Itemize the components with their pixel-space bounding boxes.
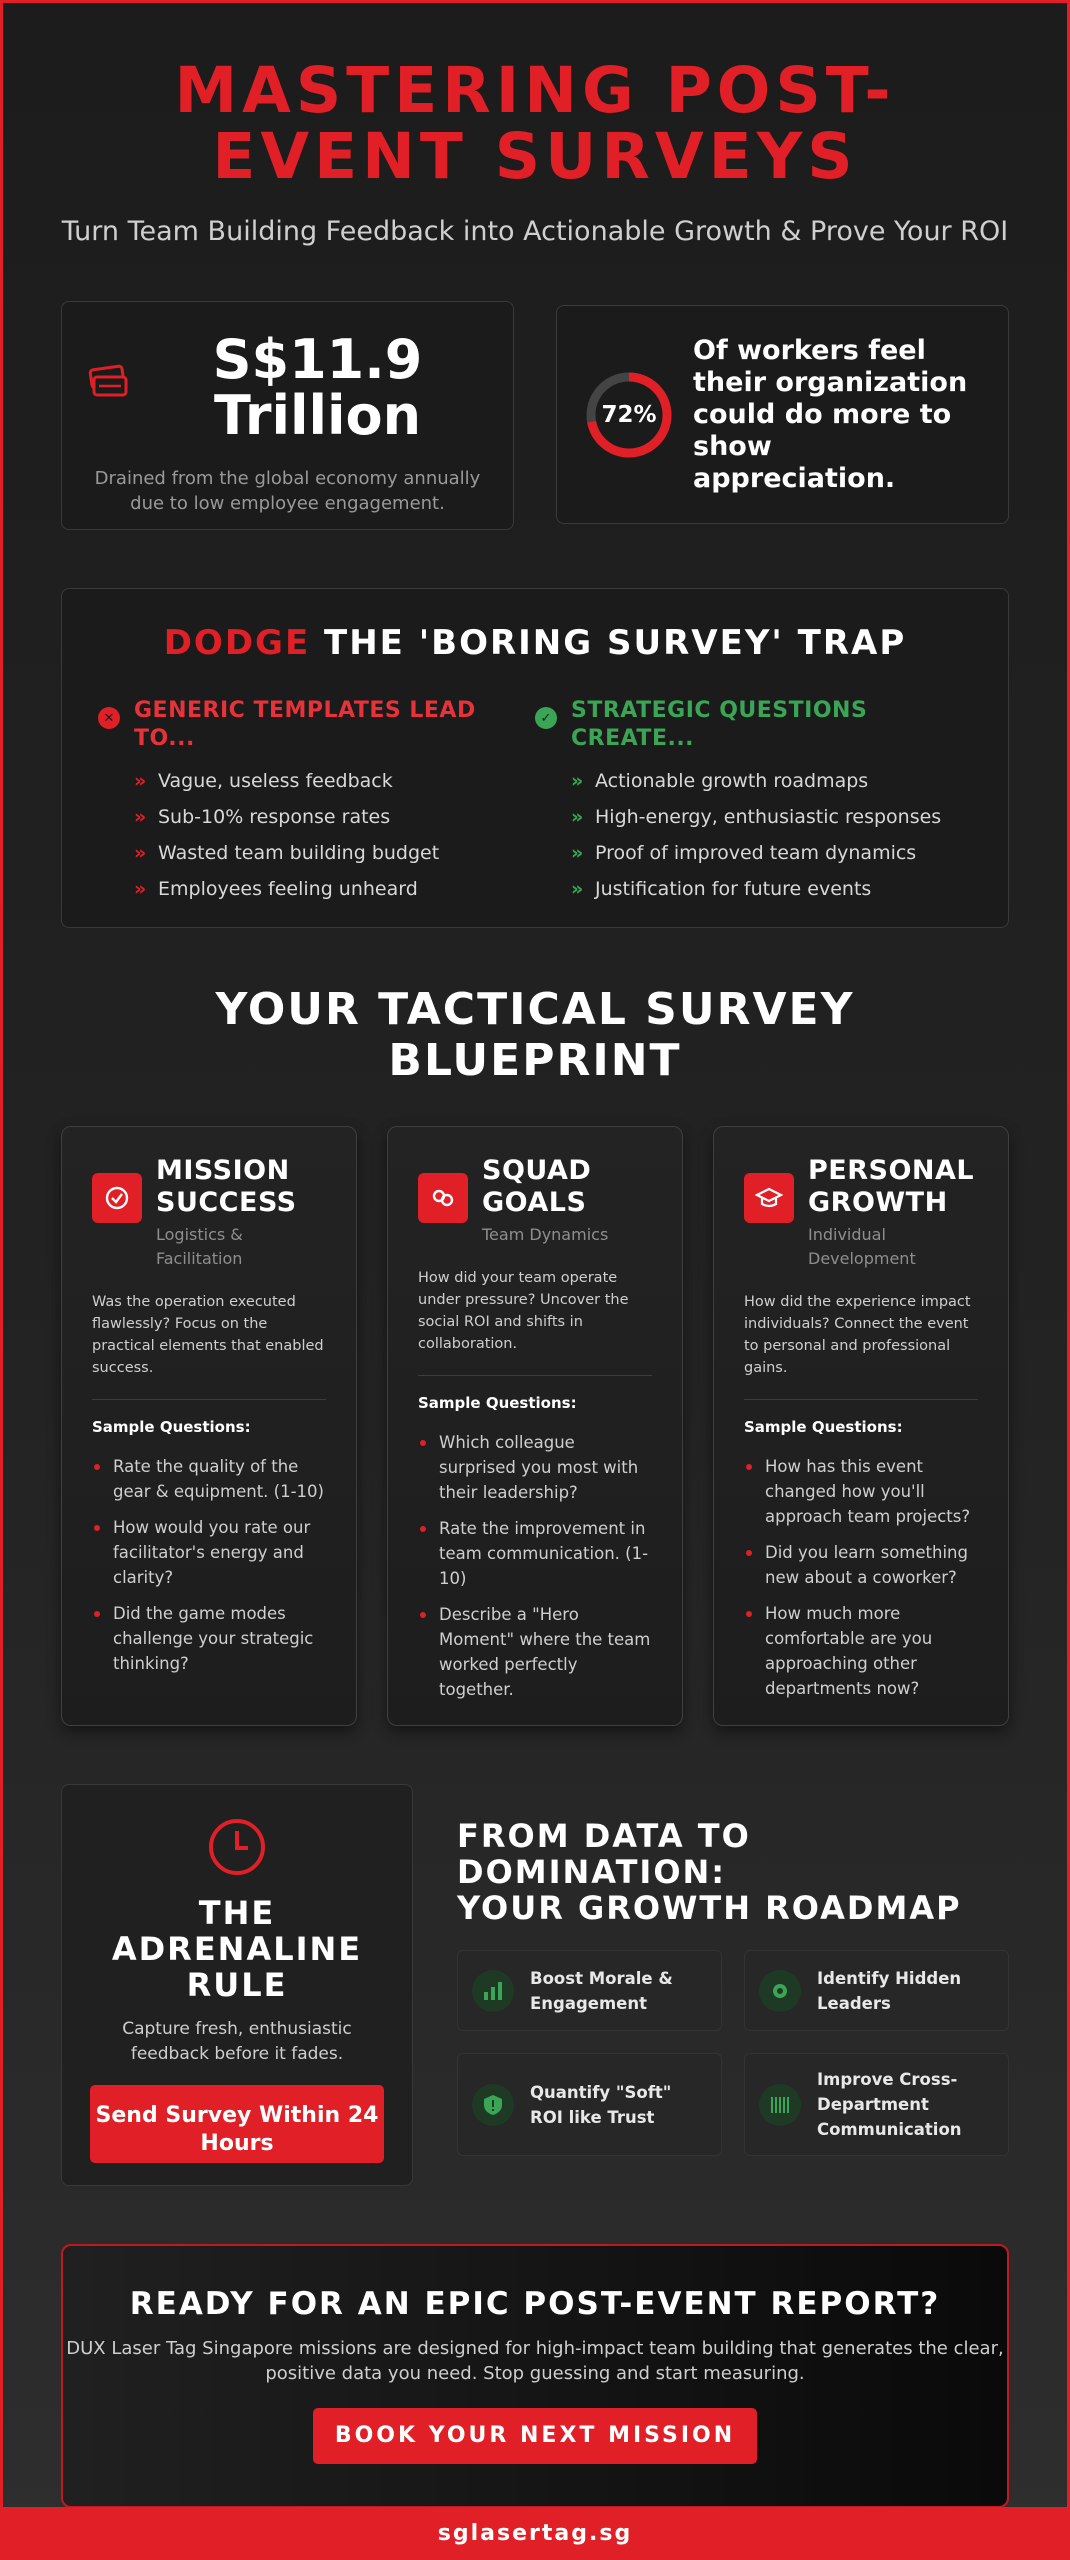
- list-item: [134, 877, 535, 901]
- stat-value-economy: S$11.9 Trillion: [212, 328, 423, 447]
- clock-icon: [207, 1862, 267, 1881]
- percentage-label: 72%: [601, 401, 657, 428]
- money-icon: [88, 364, 130, 404]
- blueprint-card-personal-growth: [713, 1126, 1009, 1726]
- chevron-icon: »: [134, 770, 147, 792]
- sample-questions-list: [92, 1454, 326, 1676]
- roadmap-item-label: Quantify "Soft" ROI like Trust: [530, 2082, 672, 2127]
- list-item-text: High-energy, enthusiastic responses: [595, 806, 942, 828]
- chevron-icon: »: [571, 878, 584, 900]
- target-check-icon: [92, 1173, 142, 1223]
- send-survey-button[interactable]: Send Survey Within 24 Hours: [90, 2085, 384, 2163]
- column-heading-strategic: [535, 697, 972, 753]
- card-header: [92, 1155, 326, 1271]
- card-subtitle: Individual Development: [808, 1225, 916, 1268]
- stat-card-appreciation: [556, 305, 1009, 524]
- stat-card-economy: [61, 301, 514, 530]
- sample-questions-label: Sample Questions:: [744, 1418, 903, 1436]
- list-item-text: Proof of improved team dynamics: [595, 842, 917, 864]
- card-title: PERSONAL GROWTH: [808, 1155, 975, 1218]
- question-item: How much more comfortable are you approaching other departments now?: [744, 1601, 978, 1701]
- comparison-columns: [98, 697, 972, 913]
- card-heading-group: [808, 1155, 978, 1271]
- card-description: How did the experience impact individuals? Connect the event to personal and professional gains.: [744, 1291, 978, 1400]
- roadmap-item-label: Improve Cross-Department Communication: [817, 2070, 962, 2139]
- users-icon: [418, 1173, 468, 1223]
- title-rest: THE 'BORING SURVEY' TRAP: [324, 623, 907, 663]
- boring-survey-trap-section: [61, 588, 1009, 928]
- roadmap-item: [457, 2053, 722, 2156]
- page-title: MASTERING POST-EVENT SURVEYS: [174, 54, 896, 193]
- blueprint-cards: [61, 1126, 1009, 1726]
- list-item: [134, 769, 535, 793]
- roadmap-title-line1: FROM DATA TO DOMINATION:: [457, 1817, 751, 1891]
- barcode-icon: [759, 2084, 801, 2126]
- shield-icon: [472, 2084, 514, 2126]
- question-item: How would you rate our facilitator's energy and clarity?: [92, 1515, 326, 1590]
- page-subtitle: Turn Team Building Feedback into Actionable Growth & Prove Your ROI: [61, 216, 1009, 247]
- list-item-text: Wasted team building budget: [158, 842, 440, 864]
- card-description: Was the operation executed flawlessly? Focus on the practical elements that enabled success.: [92, 1291, 326, 1400]
- chevron-icon: »: [571, 770, 584, 792]
- call-to-action: [61, 2244, 1009, 2508]
- list-item-text: Justification for future events: [595, 878, 872, 900]
- list-item: [571, 769, 972, 793]
- sample-questions-label: Sample Questions:: [92, 1418, 251, 1436]
- title-accent: DODGE: [163, 623, 311, 663]
- list-item-text: Actionable growth roadmaps: [595, 770, 869, 792]
- cta-description: DUX Laser Tag Singapore missions are designed for high-impact team building that generates the clear, positive data you need. Stop guessing and start measuring.: [66, 2338, 1004, 2384]
- x-circle-icon: ✕: [98, 707, 120, 729]
- sample-questions-list: [744, 1454, 978, 1701]
- strategic-list: [535, 769, 972, 901]
- gem-icon: [759, 1970, 801, 2012]
- header: [61, 0, 1009, 247]
- blueprint-card-squad-goals: [387, 1126, 683, 1726]
- roadmap-item: [744, 1950, 1009, 2031]
- list-item: [571, 841, 972, 865]
- question-item: Did the game modes challenge your strategic thinking?: [92, 1601, 326, 1676]
- section-title-dodge: [98, 623, 972, 663]
- strategic-heading: STRATEGIC QUESTIONS CREATE...: [571, 698, 868, 751]
- chevron-icon: »: [571, 806, 584, 828]
- footer: [0, 2507, 1070, 2560]
- list-item: [571, 877, 972, 901]
- card-title: SQUAD GOALS: [482, 1155, 592, 1218]
- list-item-text: Employees feeling unheard: [158, 878, 418, 900]
- chevron-icon: »: [134, 842, 147, 864]
- sample-questions-label: Sample Questions:: [418, 1394, 577, 1412]
- roadmap-item-label: Identify Hidden Leaders: [817, 1968, 962, 2013]
- card-heading-group: [156, 1155, 326, 1271]
- card-subtitle: Logistics & Facilitation: [156, 1225, 243, 1268]
- question-item: Describe a "Hero Moment" where the team worked perfectly together.: [418, 1602, 652, 1702]
- stats-row: [61, 301, 1009, 530]
- section-title-blueprint: YOUR TACTICAL SURVEY BLUEPRINT: [215, 984, 855, 1086]
- roadmap-title: [457, 1818, 1009, 1926]
- question-item: Rate the improvement in team communication. (1-10): [418, 1516, 652, 1591]
- graduation-cap-icon: [744, 1173, 794, 1223]
- generic-heading: GENERIC TEMPLATES LEAD TO...: [134, 698, 476, 751]
- roadmap-grid: [457, 1950, 1009, 2156]
- roadmap-item: [457, 1950, 722, 2031]
- generic-templates-column: [98, 697, 535, 913]
- generic-list: [98, 769, 535, 901]
- growth-roadmap: [457, 1784, 1009, 2186]
- strategic-questions-column: [535, 697, 972, 913]
- card-description: How did your team operate under pressure? Uncover the social ROI and shifts in collaboration.: [418, 1267, 652, 1376]
- cta-title: READY FOR AN EPIC POST-EVENT REPORT?: [129, 2286, 941, 2322]
- list-item-text: Vague, useless feedback: [158, 770, 393, 792]
- card-header: [418, 1155, 652, 1247]
- question-item: Rate the quality of the gear & equipment. (1-10): [92, 1454, 326, 1504]
- book-mission-button[interactable]: BOOK YOUR NEXT MISSION: [313, 2408, 757, 2464]
- list-item-text: Sub-10% response rates: [158, 806, 391, 828]
- question-item: How has this event changed how you'll approach team projects?: [744, 1454, 978, 1529]
- card-header: [744, 1155, 978, 1271]
- sample-questions-list: [418, 1430, 652, 1702]
- roadmap-item: [744, 2053, 1009, 2156]
- roadmap-item-label: Boost Morale & Engagement: [530, 1968, 673, 2013]
- list-item: [134, 841, 535, 865]
- adrenaline-description: Capture fresh, enthusiastic feedback before it fades.: [122, 2019, 352, 2064]
- chevron-icon: »: [571, 842, 584, 864]
- page-content: [61, 0, 1009, 2508]
- check-circle-icon: ✓: [535, 707, 557, 729]
- card-heading-group: [482, 1155, 652, 1247]
- column-heading-generic: [98, 697, 535, 753]
- card-subtitle: Team Dynamics: [482, 1225, 609, 1244]
- card-title: MISSION SUCCESS: [156, 1155, 297, 1218]
- chevron-icon: »: [134, 806, 147, 828]
- adrenaline-roadmap-row: [61, 1784, 1009, 2186]
- chevron-icon: »: [134, 878, 147, 900]
- blueprint-card-mission-success: [61, 1126, 357, 1726]
- stat-description-economy: Drained from the global economy annually due to low employee engagement.: [94, 468, 481, 514]
- footer-site-link[interactable]: sglasertag.sg: [437, 2521, 633, 2546]
- list-item: [571, 805, 972, 829]
- roadmap-title-line2: YOUR GROWTH ROADMAP: [457, 1889, 962, 1927]
- percentage-ring: [585, 371, 673, 459]
- list-item: [134, 805, 535, 829]
- bar-chart-icon: [472, 1970, 514, 2012]
- adrenaline-rule-card: [61, 1784, 413, 2186]
- adrenaline-title: THE ADRENALINE RULE: [111, 1894, 363, 2004]
- question-item: Which colleague surprised you most with their leadership?: [418, 1430, 652, 1505]
- stat-text-appreciation: Of workers feel their organization could do more to show appreciation.: [693, 334, 968, 494]
- question-item: Did you learn something new about a coworker?: [744, 1540, 978, 1590]
